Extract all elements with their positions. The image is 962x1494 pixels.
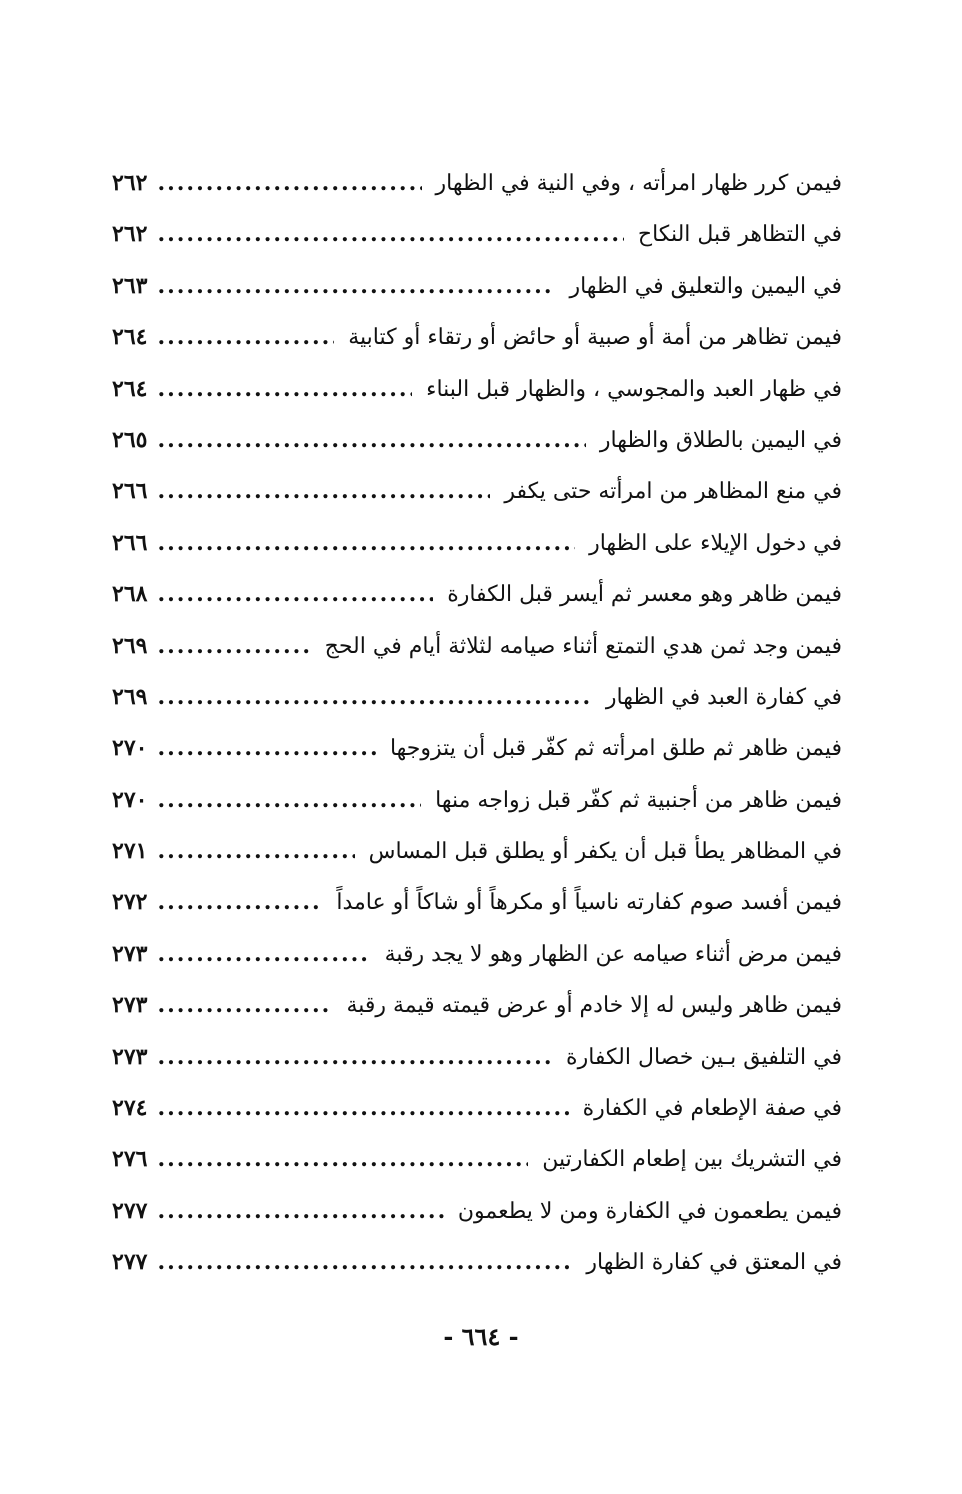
toc-entry-title: فيمن ظاهر من أجنبية ثم كفّر قبل زواجه منها [435, 787, 842, 813]
dot-leader [157, 775, 421, 826]
toc-entry [112, 364, 842, 415]
toc-entry [112, 621, 842, 672]
toc-entry [112, 158, 842, 209]
dot-leader [157, 518, 575, 569]
toc-entry [112, 672, 842, 723]
dot-leader [157, 158, 421, 209]
toc-entry [112, 261, 842, 312]
toc-entry-page-number: ٢٦٩ [112, 683, 148, 710]
toc-entry [112, 877, 842, 928]
toc-entry-title: فيمن ظاهر وليس له إلا خادم أو عرض قيمته قيمة رقبة [346, 993, 842, 1019]
toc-entry-page-number: ٢٧٣ [112, 940, 148, 967]
toc-entry-title: في اليمين والتعليق في الظهار [569, 273, 842, 299]
toc-entry-title: في كفارة العبد في الظهار [605, 684, 842, 710]
toc-entry-page-number: ٢٦٣ [112, 272, 148, 299]
toc-entry-title: فيمن مرض أثناء صيامه عن الظهار وهو لا يجد رقبة [384, 941, 842, 967]
toc-entry [112, 1186, 842, 1237]
toc-entry-page-number: ٢٦٥ [112, 426, 148, 453]
dot-leader [157, 1083, 568, 1134]
toc-entry-page-number: ٢٧٦ [112, 1146, 148, 1173]
toc-entry-page-number: ٢٧١ [112, 838, 148, 865]
dot-leader [157, 312, 334, 363]
toc-entry-title: فيمن يطعمون في الكفارة ومن لا يطعمون [457, 1198, 842, 1224]
dot-leader [157, 621, 310, 672]
toc-entry-title: فيمن ظاهر ثم طلق امرأته ثم كفّر قبل أن يتزوجها [389, 736, 842, 762]
toc-entry [112, 1134, 842, 1185]
toc-entry [112, 312, 842, 363]
toc-entry-page-number: ٢٦٤ [112, 375, 148, 402]
dot-leader [157, 877, 322, 928]
dot-leader [157, 672, 591, 723]
toc-entry-page-number: ٢٦٢ [112, 221, 148, 248]
toc-entry [112, 415, 842, 466]
toc-entry [112, 826, 842, 877]
toc-entry-page-number: ٢٧٧ [112, 1249, 148, 1276]
dot-leader [157, 1186, 443, 1237]
toc-entry-title: في دخول الإيلاء على الظهار [589, 530, 842, 556]
toc-entry [112, 980, 842, 1031]
toc-entry-title: في التظاهر قبل النكاح [637, 222, 842, 248]
dot-leader [157, 209, 623, 260]
toc-entry-page-number: ٢٧٠ [112, 786, 148, 813]
toc-entry-page-number: ٢٧٠ [112, 735, 148, 762]
dot-leader [157, 1237, 572, 1288]
dot-leader [157, 1134, 528, 1185]
toc-entry-title: فيمن تظاهر من أمة أو صبية أو حائض أو رتقاء أو كتابية [348, 325, 842, 351]
toc-entry-title: في صفة الإطعام في الكفارة [582, 1096, 842, 1122]
dot-leader [157, 569, 433, 620]
dot-leader [157, 980, 332, 1031]
toc-entry-title: في التشريك بين إطعام الكفارتين [542, 1147, 842, 1173]
dot-leader [157, 261, 555, 312]
toc-entry-title: في ظهار العبد والمجوسي ، والظهار قبل البناء [426, 376, 842, 402]
dot-leader [157, 929, 370, 980]
toc-entry-page-number: ٢٦٢ [112, 170, 148, 196]
toc-entry-page-number: ٢٧٣ [112, 1043, 148, 1070]
dot-leader [157, 1032, 552, 1083]
toc-entry-title: في المظاهر يطأ قبل أن يكفر أو يطلق قبل المساس [368, 839, 842, 865]
toc-entry [112, 1032, 842, 1083]
table-of-contents [112, 158, 842, 1289]
toc-entry-page-number: ٢٦٦ [112, 529, 148, 556]
dot-leader [157, 826, 354, 877]
toc-entry-page-number: ٢٦٩ [112, 632, 148, 659]
toc-entry [112, 775, 842, 826]
page-number: - ٦٦٤ - [443, 1322, 519, 1351]
toc-entry-page-number: ٢٧٢ [112, 889, 148, 916]
toc-entry-page-number: ٢٦٦ [112, 478, 148, 505]
dot-leader [157, 364, 412, 415]
toc-entry-page-number: ٢٧٤ [112, 1095, 148, 1122]
toc-entry-title: في اليمين بالطلاق والظهار [599, 427, 842, 453]
toc-entry [112, 518, 842, 569]
toc-entry [112, 1083, 842, 1134]
dot-leader [157, 415, 585, 466]
toc-entry-page-number: ٢٦٨ [112, 581, 148, 608]
dot-leader [157, 466, 490, 517]
toc-entry [112, 723, 842, 774]
toc-entry-title: في المعتق في كفارة الظهار [586, 1250, 842, 1276]
dot-leader [157, 723, 376, 774]
toc-entry [112, 929, 842, 980]
toc-entry-title: فيمن كرر ظهار امرأته ، وفي النية في الظهار [435, 171, 842, 196]
toc-entry-page-number: ٢٧٧ [112, 1197, 148, 1224]
toc-entry-title: فيمن وجد ثمن هدي التمتع أثناء صيامه لثلاثة أيام في الحج [324, 633, 842, 659]
toc-entry [112, 466, 842, 517]
toc-entry [112, 569, 842, 620]
toc-entry [112, 1237, 842, 1288]
toc-entry-page-number: ٢٧٣ [112, 992, 148, 1019]
toc-entry-title: فيمن أفسد صوم كفارته ناسياً أو مكرهاً أو شاكاً أو عامداً [336, 890, 842, 916]
toc-entry-title: في التلفيق بـين خصال الكفارة [566, 1044, 842, 1070]
toc-entry-title: فيمن ظاهر وهو معسر ثم أيسر قبل الكفارة [447, 582, 842, 608]
toc-entry [112, 209, 842, 260]
toc-entry-page-number: ٢٦٤ [112, 324, 148, 351]
toc-entry-title: في منع المظاهر من امرأته حتى يكفر [504, 479, 842, 505]
